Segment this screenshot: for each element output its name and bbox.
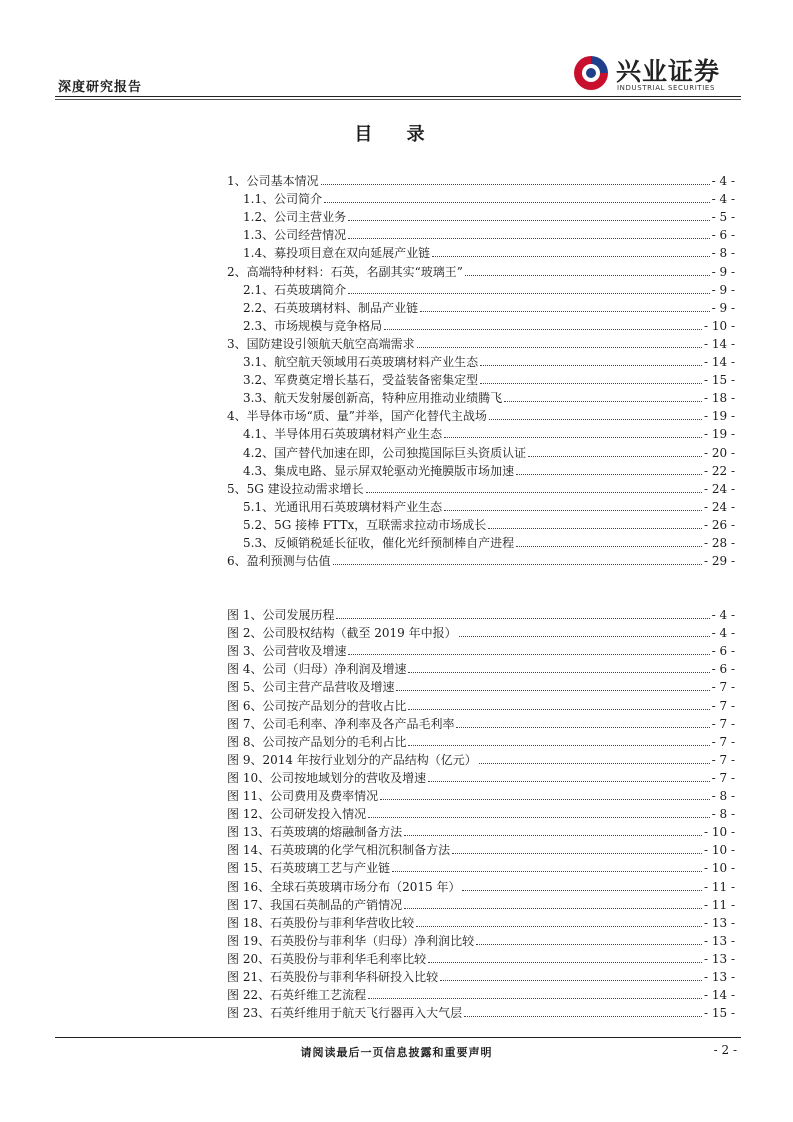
report-type-label: 深度研究报告: [58, 80, 143, 95]
toc-entry[interactable]: [227, 172, 735, 190]
figure-entry[interactable]: [227, 1004, 735, 1022]
dot-leader: [324, 202, 710, 203]
footer-rule: [55, 1037, 741, 1038]
toc-entry-label: 3.3、航天发射屡创新高，特种应用推动业绩腾飞: [243, 391, 503, 406]
figure-entry-label: 图 17、我国石英制品的产销情况: [227, 897, 403, 912]
dot-leader: [480, 383, 702, 384]
header-rule-thin: [55, 99, 741, 100]
header-rule: [55, 96, 741, 97]
toc-entry[interactable]: [227, 552, 735, 570]
toc-entry-label: 3.2、军费奠定增长基石，受益装备密集定型: [243, 373, 479, 388]
figure-entry-label: 图 19、石英股份与菲利华（归母）净利润比较: [227, 933, 475, 948]
figure-entry-label: 图 1、公司发展历程: [227, 608, 335, 622]
page-number: - 2 -: [713, 1043, 737, 1057]
dot-leader: [488, 528, 702, 529]
figure-entry[interactable]: [227, 642, 735, 660]
figure-entry-page: - 13 -: [703, 915, 735, 930]
dot-leader: [348, 238, 710, 239]
dot-leader: [428, 781, 710, 782]
toc-entry-page: - 14 -: [703, 336, 735, 351]
toc-entry[interactable]: [227, 335, 735, 353]
toc-entry-label: 4、半导体市场“质、量”并举，国产化替代主战场: [227, 409, 487, 424]
toc-entry-label: 3.1、航空航天领域用石英玻璃材料产业生态: [243, 355, 479, 369]
figure-entry[interactable]: [227, 932, 735, 950]
figure-entry[interactable]: [227, 751, 735, 769]
figure-entry[interactable]: [227, 986, 735, 1004]
figure-entry[interactable]: [227, 896, 735, 914]
dot-leader: [516, 546, 702, 547]
figure-entry[interactable]: [227, 968, 735, 986]
toc-entry-page: - 19 -: [703, 427, 735, 442]
dot-leader: [416, 926, 702, 927]
toc-entry-page: - 15 -: [703, 373, 735, 388]
figure-entry[interactable]: [227, 606, 735, 624]
figure-entry[interactable]: [227, 660, 735, 678]
dot-leader: [417, 347, 702, 348]
figure-entry[interactable]: [227, 733, 735, 751]
toc-entry-label: 5、5G 建设拉动需求增长: [227, 481, 364, 496]
toc-entry-page: - 22 -: [703, 463, 735, 478]
toc-entry[interactable]: [227, 317, 735, 335]
figure-entry[interactable]: [227, 697, 735, 715]
figure-entry-page: - 10 -: [703, 843, 735, 858]
dot-leader: [476, 944, 702, 945]
dot-leader: [408, 672, 709, 673]
figure-entry-label: 图 16、全球石英玻璃市场分布（2015 年）: [227, 879, 461, 894]
footer-disclaimer: 请阅读最后一页信息披露和重要声明: [300, 1046, 493, 1059]
figure-entry-page: - 14 -: [703, 988, 735, 1003]
toc-entry-label: 6、盈利预测与估值: [227, 554, 331, 569]
dot-leader: [420, 311, 710, 312]
figure-entry[interactable]: [227, 859, 735, 877]
toc-entry-label: 1.1、公司简介: [243, 192, 323, 207]
dot-leader: [456, 727, 709, 728]
figure-entry-page: - 7 -: [711, 716, 735, 731]
toc-entry[interactable]: [227, 263, 735, 281]
figure-entry-label: 图 13、石英玻璃的熔融制备方法: [227, 825, 403, 840]
toc-entry[interactable]: [227, 444, 735, 462]
dot-leader: [452, 853, 702, 854]
toc-entry-label: 1.4、募投项目意在双向延展产业链: [243, 246, 431, 261]
logo-chinese-name: 兴业证券: [616, 57, 721, 86]
toc-entry-label: 1、公司基本情况: [227, 174, 319, 188]
dot-leader: [428, 962, 702, 963]
dot-leader: [368, 998, 702, 999]
dot-leader: [392, 871, 702, 872]
toc-entry[interactable]: [227, 534, 735, 552]
figure-entry-page: - 6 -: [711, 644, 735, 659]
figure-entry-page: - 7 -: [711, 680, 735, 695]
dot-leader: [440, 980, 702, 981]
figure-entry-page: - 8 -: [711, 789, 735, 803]
dot-leader: [444, 510, 702, 511]
dot-leader: [462, 890, 702, 891]
toc-entry-page: - 10 -: [703, 318, 735, 333]
dot-leader: [333, 564, 702, 565]
figure-entry-label: 图 9、2014 年按行业划分的产品结构（亿元）: [227, 752, 477, 767]
figure-entry-label: 图 11、公司费用及费率情况: [227, 789, 379, 803]
toc-entry-page: - 9 -: [711, 282, 735, 297]
toc-entry-page: - 9 -: [711, 300, 735, 315]
toc-entry-label: 4.3、集成电路、显示屏双轮驱动光掩膜版市场加速: [243, 463, 515, 478]
figure-entry-page: - 6 -: [711, 662, 735, 677]
toc-entry[interactable]: [227, 425, 735, 443]
figure-entry-label: 图 7、公司毛利率、净利率及各产品毛利率: [227, 716, 455, 731]
toc-title: 目 录: [354, 124, 439, 145]
toc-entry-label: 2.3、市场规模与竞争格局: [243, 318, 383, 333]
toc-entry-label: 2.1、石英玻璃简介: [243, 282, 347, 297]
dot-leader: [404, 908, 702, 909]
figure-entry-page: - 8 -: [711, 807, 735, 822]
figure-entry-page: - 7 -: [711, 734, 735, 749]
figure-entry[interactable]: [227, 841, 735, 859]
figure-entry-label: 图 5、公司主营产品营收及增速: [227, 680, 395, 695]
toc-entry-label: 5.2、5G 接棒 FTTx，互联需求拉动市场成长: [243, 517, 487, 532]
toc-entry[interactable]: [227, 208, 735, 226]
dot-leader: [408, 745, 709, 746]
toc-entry-page: - 28 -: [703, 536, 735, 550]
figure-entry-page: - 13 -: [703, 933, 735, 948]
figure-entry[interactable]: [227, 624, 735, 642]
figure-entry-page: - 13 -: [703, 951, 735, 966]
toc-entry[interactable]: [227, 389, 735, 407]
dot-leader: [404, 835, 702, 836]
company-logo: [572, 54, 742, 96]
dot-leader: [396, 690, 709, 691]
toc-entry-label: 5.3、反倾销税延长征收，催化光纤预制棒自产进程: [243, 536, 515, 550]
figure-entry-page: - 7 -: [711, 698, 735, 713]
dot-leader: [459, 636, 710, 637]
figure-entry-page: - 4 -: [711, 608, 735, 622]
toc-entry[interactable]: [227, 353, 735, 371]
figure-entry[interactable]: [227, 678, 735, 696]
figure-entry-label: 图 10、公司按地域划分的营收及增速: [227, 770, 427, 785]
toc-entry[interactable]: [227, 281, 735, 299]
figure-entry-label: 图 21、石英股份与菲利华科研投入比较: [227, 970, 439, 984]
figure-entry-label: 图 3、公司营收及增速: [227, 644, 347, 659]
figure-entry-page: - 11 -: [703, 897, 735, 912]
toc-entry[interactable]: [227, 516, 735, 534]
toc-entry[interactable]: [227, 190, 735, 208]
figure-entry-page: - 15 -: [703, 1006, 735, 1021]
toc-entry[interactable]: [227, 226, 735, 244]
figure-entry-page: - 11 -: [703, 879, 735, 894]
toc-entry-page: - 24 -: [703, 499, 735, 514]
figure-entry-label: 图 4、公司（归母）净利润及增速: [227, 662, 407, 677]
toc-entry-label: 1.3、公司经营情况: [243, 228, 347, 243]
figure-entry[interactable]: [227, 823, 735, 841]
toc-entry-label: 5.1、光通讯用石英玻璃材料产业生态: [243, 499, 443, 514]
dot-leader: [384, 329, 702, 330]
toc-entry-page: - 4 -: [711, 192, 735, 207]
toc-entry[interactable]: [227, 244, 735, 262]
dot-leader: [321, 184, 710, 185]
figure-entry-label: 图 23、石英纤维用于航天飞行器再入大气层: [227, 1006, 463, 1021]
figure-entry[interactable]: [227, 805, 735, 823]
figure-entry-page: - 7 -: [711, 770, 735, 785]
toc-entry[interactable]: [227, 462, 735, 480]
dot-leader: [479, 763, 710, 764]
dot-leader: [516, 474, 702, 475]
toc-entry-page: - 18 -: [703, 391, 735, 406]
toc-entry-label: 4.2、国产替代加速在即，公司独揽国际巨头资质认证: [243, 445, 527, 460]
figure-entry-label: 图 6、公司按产品划分的营收占比: [227, 698, 407, 713]
dot-leader: [480, 365, 702, 366]
figure-entry-label: 图 12、公司研发投入情况: [227, 807, 367, 822]
figure-entry-page: - 7 -: [711, 752, 735, 767]
dot-leader: [444, 437, 702, 438]
figure-entry[interactable]: [227, 769, 735, 787]
figure-entry-label: 图 14、石英玻璃的化学气相沉积制备方法: [227, 843, 451, 858]
toc-entry-page: - 24 -: [703, 481, 735, 496]
figure-entry[interactable]: [227, 914, 735, 932]
toc-entry[interactable]: [227, 480, 735, 498]
dot-leader: [465, 275, 710, 276]
dot-leader: [464, 1016, 702, 1017]
toc-entry-page: - 14 -: [703, 355, 735, 369]
dot-leader: [528, 456, 702, 457]
toc-entry-page: - 20 -: [703, 445, 735, 460]
dot-leader: [489, 419, 702, 420]
figure-entry[interactable]: [227, 950, 735, 968]
logo-english-name: INDUSTRIAL SECURITIES: [617, 84, 715, 92]
toc-entry-page: - 29 -: [703, 554, 735, 569]
toc-entry-label: 2.2、石英玻璃材料、制品产业链: [243, 300, 419, 315]
dot-leader: [408, 709, 709, 710]
figure-entry-page: - 10 -: [703, 825, 735, 840]
toc-entry[interactable]: [227, 371, 735, 389]
dot-leader: [368, 817, 710, 818]
toc-entry-page: - 6 -: [711, 228, 735, 243]
toc-entry-label: 4.1、半导体用石英玻璃材料产业生态: [243, 427, 443, 442]
dot-leader: [432, 256, 710, 257]
toc-entry-page: - 5 -: [711, 210, 735, 225]
dot-leader: [348, 654, 709, 655]
figure-entry-page: - 10 -: [703, 861, 735, 876]
figure-entry-label: 图 20、石英股份与菲利华毛利率比较: [227, 951, 427, 966]
figure-entry-page: - 13 -: [703, 970, 735, 984]
toc-entry-page: - 9 -: [711, 264, 735, 279]
toc-entry[interactable]: [227, 498, 735, 516]
dot-leader: [348, 220, 710, 221]
dot-leader: [504, 401, 702, 402]
dot-leader: [348, 293, 710, 294]
dot-leader: [366, 492, 702, 493]
figure-entry-label: 图 15、石英玻璃工艺与产业链: [227, 861, 391, 876]
toc-entry-page: - 26 -: [703, 517, 735, 532]
toc-entry-label: 3、国防建设引领航天航空高端需求: [227, 336, 415, 351]
company-logo-icon: [572, 54, 610, 92]
toc-entry-page: - 8 -: [711, 246, 735, 261]
toc-entry-label: 1.2、公司主营业务: [243, 210, 347, 225]
figure-entry-label: 图 8、公司按产品划分的毛利占比: [227, 734, 407, 749]
figure-entry-page: - 4 -: [711, 626, 735, 641]
toc-entry-page: - 4 -: [711, 174, 735, 188]
toc-entry-label: 2、高端特种材料：石英，名副其实“玻璃王”: [227, 264, 463, 279]
figure-entry[interactable]: [227, 878, 735, 896]
figure-entry-label: 图 22、石英纤维工艺流程: [227, 988, 367, 1003]
dot-leader: [380, 799, 710, 800]
figure-entry-label: 图 18、石英股份与菲利华营收比较: [227, 915, 415, 930]
dot-leader: [336, 618, 709, 619]
toc-entry[interactable]: [227, 299, 735, 317]
figure-entry[interactable]: [227, 787, 735, 805]
toc-entry[interactable]: [227, 407, 735, 425]
figure-entry-label: 图 2、公司股权结构（截至 2019 年中报）: [227, 626, 457, 641]
figure-entry[interactable]: [227, 715, 735, 733]
toc-entry-page: - 19 -: [703, 409, 735, 424]
